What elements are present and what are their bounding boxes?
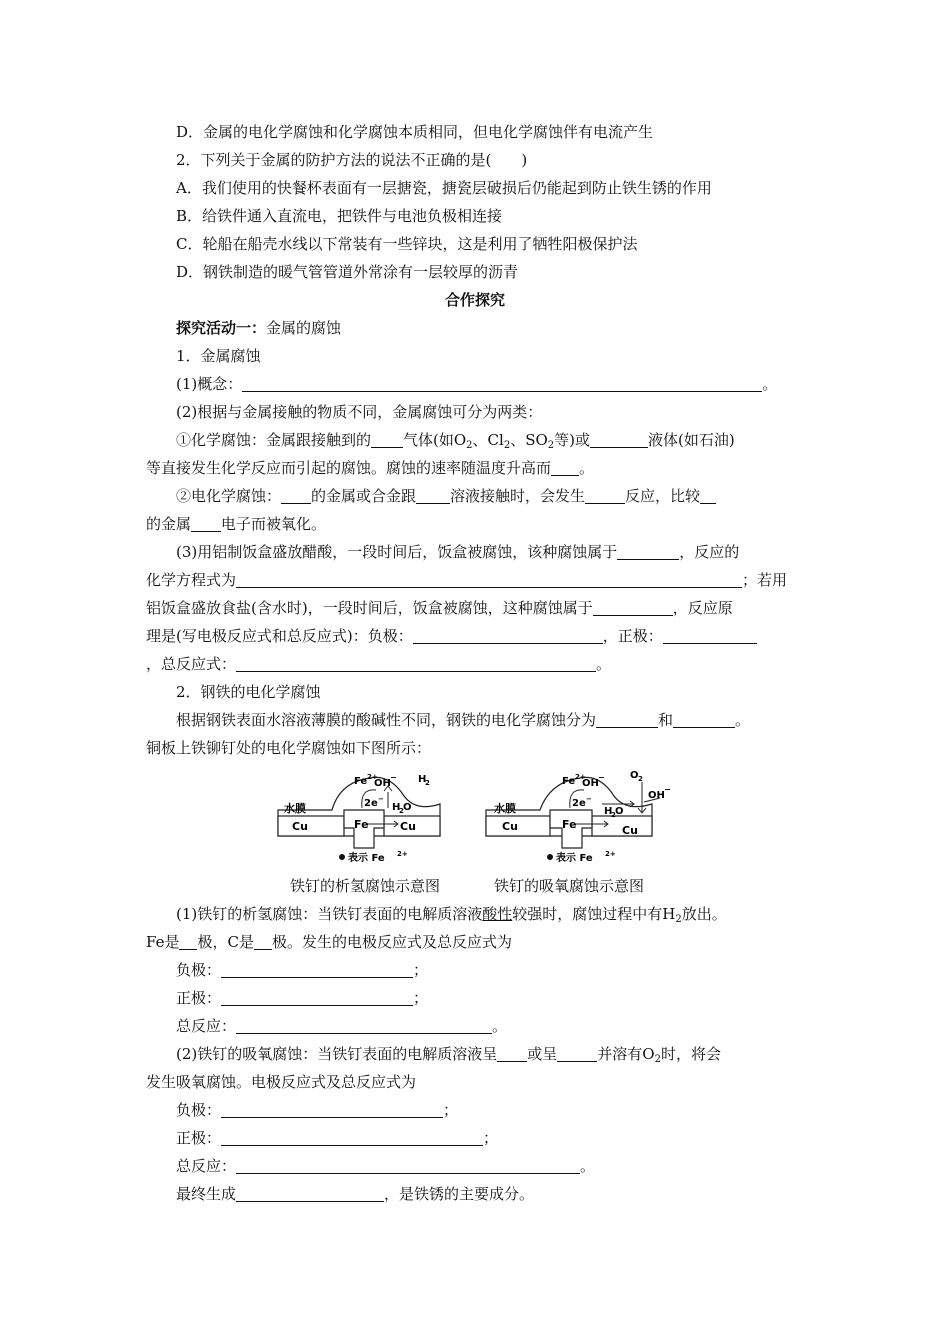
chem2-period: 。 [579, 459, 595, 477]
h-positive-label: 正极： [176, 989, 222, 1007]
h2o-h: H [392, 802, 401, 813]
h-positive-semi: ； [413, 989, 429, 1007]
blank-corrosion-type1[interactable] [617, 544, 679, 560]
water-film-label: 水膜 [284, 802, 306, 815]
electron-label-2: 2e [572, 798, 586, 809]
h2-subscript: 2 [425, 779, 430, 787]
oxygen-absorption-diagram [484, 768, 684, 868]
oh-label-3: OH [648, 790, 665, 801]
legend-dot [339, 854, 345, 860]
q3-line5-period: 。 [596, 655, 612, 673]
oh-label: OH [374, 778, 391, 789]
p2-intro-line2: 铜板上铁铆钉处的电化学腐蚀如下图所示： [146, 739, 432, 757]
elec-text-d: 反应，比较 [625, 487, 701, 505]
final-line [176, 1184, 534, 1204]
o-absorption-line2: 发生吸氧腐蚀。电极反应式及总反应式为 [146, 1073, 417, 1091]
fe-ion-charge: 2+ [367, 773, 378, 781]
classify-line: (2)根据与金属接触的物质不同，金属腐蚀可分为两类： [176, 403, 543, 421]
chem-text-a: ①化学腐蚀：金属跟接触到的 [176, 431, 372, 449]
o2-label-subscript: 2 [638, 775, 643, 783]
blank-al-anode[interactable] [413, 628, 603, 644]
fe-ion-label-2: Fe [562, 776, 576, 787]
o-negative-line [176, 1100, 458, 1120]
elec-corrosion-line [176, 486, 716, 506]
h-evolution-line [176, 904, 727, 924]
p2-heading: 2．钢铁的电化学腐蚀 [176, 683, 321, 701]
o-negative-label: 负极： [176, 1101, 222, 1119]
h-total-line [176, 1016, 507, 1036]
q3-line5 [146, 654, 611, 674]
q3-line3-tail: ，反应原 [672, 599, 733, 617]
blank-o-negative[interactable] [221, 1102, 443, 1118]
h2o-sub: 2 [399, 807, 404, 815]
q3-line3-text: 铝饭盒盛放食盐(含水时)，一段时间后，饭盒被腐蚀，这种腐蚀属于 [146, 599, 593, 617]
o-text-a: (2)铁钉的吸氧腐蚀：当铁钉表面的电解质溶液呈 [176, 1045, 498, 1063]
fe-ion-label: Fe [354, 776, 368, 787]
electron-charge: − [378, 795, 384, 803]
intro-text-b: 和 [658, 711, 674, 729]
q2-stem: 2．下列关于金属的防护方法的说法不正确的是( ) [176, 151, 528, 169]
cu-plate-left [278, 816, 344, 836]
elec2-text-a: 的金属 [146, 515, 192, 533]
blank-h-negative[interactable] [221, 962, 413, 978]
h2o-o: O [403, 802, 412, 813]
chem-text-b: 气体(如O [403, 431, 467, 449]
blank-rate[interactable] [551, 460, 579, 476]
o-total-line [176, 1156, 595, 1176]
blank-rust[interactable] [236, 1186, 384, 1202]
intro-text-a: 根据钢铁表面水溶液薄膜的酸碱性不同，钢铁的电化学腐蚀分为 [176, 711, 597, 729]
concept-line [176, 374, 777, 394]
h2-label: H [418, 774, 427, 785]
activity-label: 探究活动一： [176, 319, 267, 337]
h-text-a: (1)铁钉的析氢腐蚀：当铁钉表面的电解质溶液 [176, 905, 483, 923]
cl2-subscript: 2 [503, 440, 511, 451]
chem-text-d: 、SO [510, 431, 548, 449]
blank-o-absorption[interactable] [673, 712, 735, 728]
q3-line4-text: 理是(写电极反应式和总反应式)：负极： [146, 627, 413, 645]
q3-line4 [146, 626, 757, 646]
o-positive-label: 正极： [176, 1129, 222, 1147]
o-negative-semi: ； [443, 1101, 459, 1119]
q3-text-a: (3)用铝制饭盒盛放醋酸，一段时间后，饭盒被腐蚀，该种腐蚀属于 [176, 543, 618, 561]
q1-option-d: D．金属的电化学腐蚀和化学腐蚀本质相同，但电化学腐蚀伴有电流产生 [176, 123, 654, 141]
caption-hydrogen: 铁钉的析氢腐蚀示意图 [290, 877, 441, 895]
concept-label: (1)概念： [176, 375, 243, 393]
h2-text-b: 极，C是 [197, 933, 254, 951]
q2-option-d: D．钢铁制造的暖气管管道外常涂有一层较厚的沥青 [176, 263, 519, 281]
concept-period: 。 [762, 375, 778, 393]
h-evolution-line2 [146, 932, 512, 952]
blank-lose[interactable] [191, 516, 221, 532]
chem2-text: 等直接发生化学反应而引起的腐蚀。腐蚀的速率随温度升高而 [146, 459, 552, 477]
h2-text-c: 极。发生的电极反应式及总反应式为 [271, 933, 512, 951]
blank-neutral[interactable] [497, 1046, 527, 1062]
electron-charge-2: − [586, 795, 592, 803]
elec-text-b: 的金属或合金跟 [311, 487, 417, 505]
h-text-c: 较强时，腐蚀过程中有H [512, 905, 676, 923]
caption-oxygen: 铁钉的吸氧腐蚀示意图 [494, 877, 645, 895]
blank-al-total[interactable] [236, 656, 596, 672]
o-text-d: 时，将会 [660, 1045, 721, 1063]
oh-charge-3: − [664, 785, 671, 794]
q3-line1 [176, 542, 739, 562]
q2-option-b: B．给铁件通入直流电，把铁件与电池负极相连接 [176, 207, 503, 225]
blank-h-total[interactable] [236, 1018, 492, 1034]
cu-label-left-2: Cu [502, 820, 518, 833]
electron-label: 2e [364, 798, 378, 809]
oh-charge-2: − [598, 773, 605, 782]
legend-dot-2 [547, 854, 553, 860]
elec-corrosion-line2 [146, 514, 326, 534]
chem-corrosion-line2 [146, 458, 594, 478]
blank-c-pole[interactable] [254, 934, 272, 950]
o-absorption-line [176, 1044, 721, 1064]
chem-text-c: 、Cl [472, 431, 504, 449]
blank-concept[interactable] [242, 376, 762, 392]
blank-o-positive[interactable] [221, 1130, 483, 1146]
o2-gas-subscript: 2 [654, 1054, 661, 1065]
p2-intro-line [176, 710, 750, 730]
q3-line5-text: ，总反应式： [146, 655, 237, 673]
h-text-d: 放出。 [681, 905, 727, 923]
h-negative-label: 负极： [176, 961, 222, 979]
h-total-label: 总反应： [176, 1017, 237, 1035]
intro-text-c: 。 [735, 711, 751, 729]
blank-electrolyte[interactable] [416, 488, 450, 504]
cu-label-right: Cu [400, 820, 416, 833]
o-positive-line [176, 1128, 498, 1148]
blank-reaction[interactable] [585, 488, 625, 504]
h-total-period: 。 [492, 1017, 508, 1035]
activity-heading [176, 318, 341, 338]
q3-line4-mid: ，正极： [602, 627, 663, 645]
activity-name: 金属的腐蚀 [266, 319, 342, 337]
cu-label-left: Cu [292, 820, 308, 833]
elec2-text-b: 电子而被氧化。 [221, 515, 327, 533]
o-positive-semi: ； [483, 1129, 499, 1147]
final-text-b: ，是铁锈的主要成分。 [384, 1185, 535, 1203]
blank-corrosion-type2[interactable] [593, 600, 673, 616]
o-text-b: 或呈 [527, 1045, 558, 1063]
q3-line2 [146, 570, 787, 590]
h2-gas-subscript: 2 [675, 914, 682, 925]
h-negative-line [176, 960, 428, 980]
h2o-h-2: H [604, 806, 613, 817]
o-total-period: 。 [580, 1157, 596, 1175]
h-negative-semi: ； [413, 961, 429, 979]
acidity-underlined: 酸性 [482, 905, 513, 923]
legend-label-2: 表示 Fe [556, 853, 593, 864]
blank-impure[interactable] [281, 488, 311, 504]
legend-charge: 2+ [397, 850, 408, 858]
q3-line2-tail: ；若用 [742, 571, 788, 589]
blank-dry-gas[interactable] [371, 432, 403, 448]
chem-text-f: 液体(如石油) [648, 431, 735, 449]
o2-label: O [630, 770, 639, 781]
cu-label-right-2: Cu [622, 824, 638, 837]
legend-charge-2: 2+ [605, 850, 616, 858]
blank-equation[interactable] [236, 572, 742, 588]
fe-label: Fe [354, 818, 369, 831]
water-film-label-2: 水膜 [494, 802, 516, 815]
q3-line2-label: 化学方程式为 [146, 571, 237, 589]
blank-h-evolution[interactable] [596, 712, 658, 728]
elec-text-a: ②电化学腐蚀： [176, 487, 282, 505]
so2-subscript: 2 [547, 440, 555, 451]
blank-active[interactable] [700, 488, 716, 504]
fe-label-2: Fe [562, 818, 577, 831]
blank-weak-acid[interactable] [557, 1046, 597, 1062]
elec-text-c: 溶液接触时，会发生 [450, 487, 586, 505]
blank-o-total[interactable] [236, 1158, 580, 1174]
blank-al-cathode[interactable] [663, 628, 757, 644]
oh-charge: − [390, 773, 397, 782]
section-title: 合作探究 [444, 291, 505, 309]
o2-subscript: 2 [466, 440, 473, 451]
h2-text-a: Fe是 [146, 933, 180, 951]
legend-label: 表示 Fe [348, 853, 385, 864]
o-total-label: 总反应： [176, 1157, 237, 1175]
h-positive-line [176, 988, 428, 1008]
q2-option-c: C．轮船在船壳水线以下常装有一些锌块，这是利用了牺牲阳极保护法 [176, 235, 638, 253]
q3-line3 [146, 598, 733, 618]
blank-fe-pole[interactable] [179, 934, 197, 950]
hydrogen-evolution-diagram [270, 768, 470, 868]
chem-corrosion-line [176, 430, 735, 450]
q3-text-b: ，反应的 [679, 543, 740, 561]
final-text-a: 最终生成 [176, 1185, 237, 1203]
chem-text-e: 等)或 [554, 431, 591, 449]
cu-plate-left-2 [486, 816, 550, 836]
h2o-o-2: O [615, 806, 624, 817]
blank-h-positive[interactable] [221, 990, 413, 1006]
q2-option-a: A．我们使用的快餐杯表面有一层搪瓷，搪瓷层破损后仍能起到防止铁生锈的作用 [176, 179, 712, 197]
o-text-c: 并溶有O [597, 1045, 655, 1063]
oh-label-2: OH [582, 778, 599, 789]
p1-heading: 1．金属腐蚀 [176, 347, 261, 365]
fe-ion-charge-2: 2+ [575, 773, 586, 781]
blank-nonelectrolyte[interactable] [590, 432, 648, 448]
h2o-sub-2: 2 [611, 811, 616, 819]
